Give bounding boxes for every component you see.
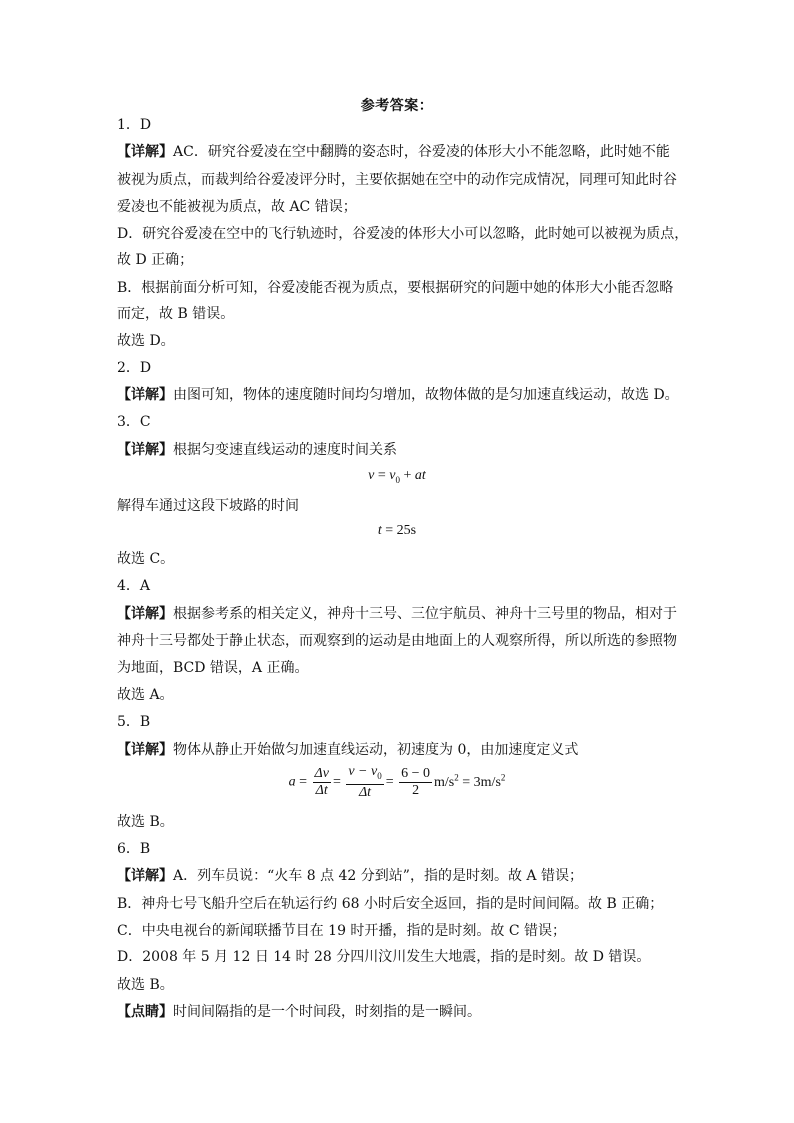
q4-line-2: 神舟十三号都处于静止状态，而观察到的运动是由地面上的人观察所得，所以所选的参照物 <box>117 633 677 649</box>
q5-line-1 <box>117 741 687 759</box>
q5-answer: 5．B <box>117 714 151 730</box>
detail-tag: 【详解】 <box>117 868 173 884</box>
q3-conclusion: 故选 C。 <box>117 551 175 567</box>
q1-conclusion: 故选 D。 <box>117 333 175 349</box>
time-result-formula: t = 25s <box>377 523 417 538</box>
q2-line-1 <box>117 386 687 404</box>
detail-tag: 【详解】 <box>117 442 173 458</box>
q3-line-2: 解得车通过这段下坡路的时间 <box>117 498 299 514</box>
q6-comment-text: 时间间隔指的是一个时间段，时刻指的是一瞬间。 <box>173 1004 481 1020</box>
q3-answer: 3．C <box>117 414 151 430</box>
q3-line-1 <box>117 441 687 459</box>
q1-text-1: AC．研究谷爱凌在空中翻腾的姿态时，谷爱凌的体形大小不能忽略，此时她不能 <box>173 144 670 160</box>
q1-line-6: B．根据前面分析可知，谷爱凌能否视为质点，要根据研究的问题中她的体形大小能否忽略 <box>117 280 674 296</box>
q6-text-1: A．列车员说：“火车 8 点 42 分到站”，指的是时刻。故 A 错误； <box>173 868 583 884</box>
q1-line-7: 而定，故 B 错误。 <box>117 306 235 322</box>
q3-text-1: 根据匀变速直线运动的速度时间关系 <box>173 442 397 458</box>
q2-text-1: 由图可知，物体的速度随时间均匀增加，故物体做的是匀加速直线运动，故选 D。 <box>173 387 679 403</box>
q6-line-3: C．中央电视台的新闻联播节目在 19 时开播，指的是时刻。故 C 错误； <box>117 923 567 939</box>
q5-conclusion: 故选 B。 <box>117 814 174 830</box>
velocity-time-formula: $v = v_0$ + at <box>368 468 426 485</box>
q1-line-4: D．研究谷爱凌在空中的飞行轨迹时，谷爱凌的体形大小可以忽略，此时她可以被视为质点， <box>117 226 689 242</box>
q6-line-1 <box>117 867 687 885</box>
q6-conclusion: 故选 B。 <box>117 977 174 993</box>
q1-line-2: 被视为质点，而裁判给谷爱凌评分时，主要依据她在空中的动作完成情况，同理可知此时谷 <box>117 172 677 188</box>
detail-tag: 【详解】 <box>117 387 173 403</box>
q6-line-2: B．神舟七号飞船升空后在轨运行约 68 小时后安全返回，指的是时间间隔。故 B 正确； <box>117 896 664 912</box>
q4-text-1: 根据参考系的相关定义，神舟十三号、三位宇航员、神舟十三号里的物品，相对于 <box>173 606 677 622</box>
detail-tag: 【详解】 <box>117 144 173 160</box>
q1-line-3: 爱凌也不能被视为质点，故 AC 错误； <box>117 199 357 215</box>
q5-text-1: 物体从静止开始做匀加速直线运动，初速度为 0，由加速度定义式 <box>173 742 579 758</box>
q1-line-1 <box>117 143 687 161</box>
q2-answer: 2．D <box>117 360 152 376</box>
q6-answer: 6．B <box>117 841 151 857</box>
q6-comment <box>117 1003 687 1021</box>
q6-line-4: D．2008 年 5 月 12 日 14 时 28 分四川汶川发生大地震，指的是时刻。故 D 错误。 <box>117 949 651 965</box>
q4-line-1 <box>117 605 687 623</box>
q4-answer: 4．A <box>117 578 151 594</box>
page-title: 参考答案： <box>360 98 434 114</box>
q1-line-5: 故 D 正确； <box>117 252 194 268</box>
q4-conclusion: 故选 A。 <box>117 687 174 703</box>
q4-line-3: 为地面，BCD 错误，A 正确。 <box>117 660 309 676</box>
detail-tag: 【详解】 <box>117 606 173 622</box>
q1-answer: 1．D <box>117 117 152 133</box>
detail-tag: 【详解】 <box>117 742 173 758</box>
acceleration-formula: a = $\frac{\Delta v}{\Delta t}$ = $\frac{v - v_0}{\Delta t}$ = $\frac{6 - 0}{2}$ $m/s^2 = 3m/s^2$ <box>288 764 506 800</box>
comment-tag: 【点睛】 <box>117 1004 173 1020</box>
